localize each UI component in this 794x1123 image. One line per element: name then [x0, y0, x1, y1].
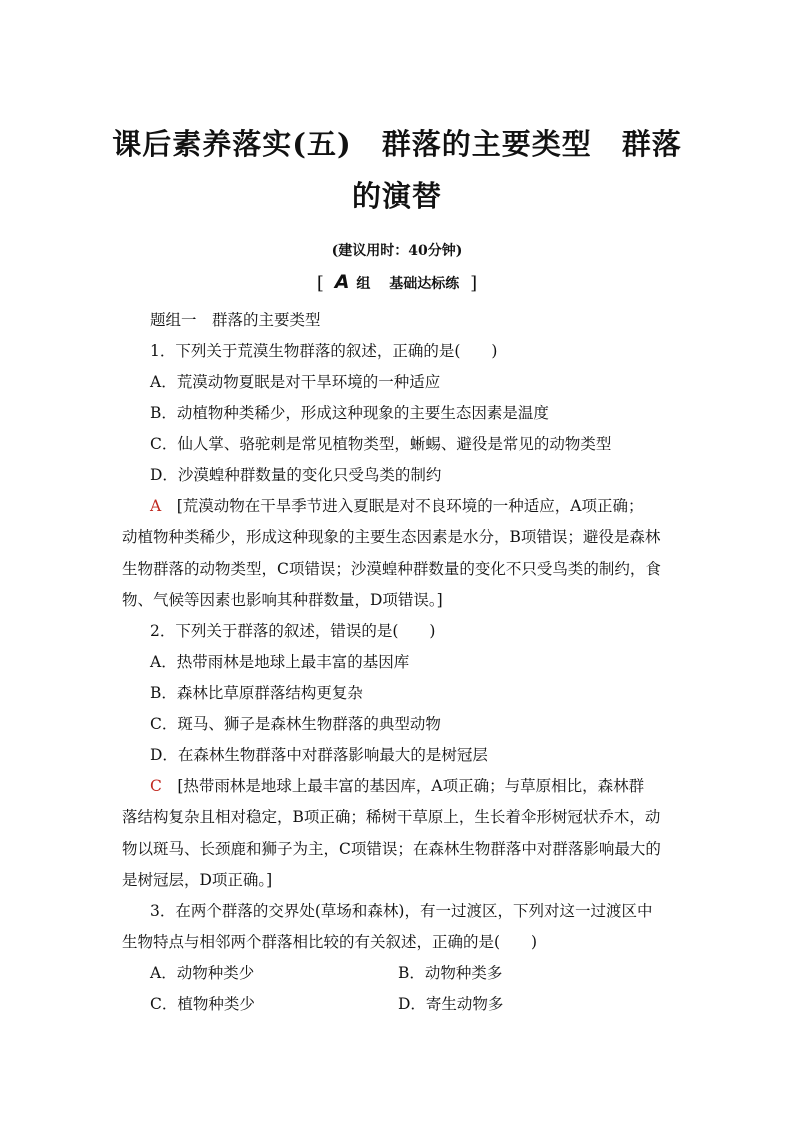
question-1-option-c: C．仙人掌、骆驼刺是常见植物类型，蜥蜴、避役是常见的动物类型: [150, 435, 612, 453]
group-heading: [0, 271, 794, 294]
question-2-explanation-line-4: 是树冠层，D项正确。]: [122, 871, 273, 889]
question-2-option-d: D．在森林生物群落中对群落影响最大的是树冠层: [150, 746, 488, 764]
question-2-explanation-line-1: C [热带雨林是地球上最丰富的基因库，A项正确；与草原相比，森林群: [150, 777, 645, 795]
page-title: 课后素养落实(五) 群落的主要类型 群落: [112, 127, 682, 161]
question-1-explanation-line-2: 动植物种类稀少，形成这种现象的主要生态因素是水分，B项错误；避役是森林: [122, 528, 661, 546]
question-1-explanation-line-1: A [荒漠动物在干旱季节进入夏眠是对不良环境的一种适应，A项正确；: [150, 497, 644, 515]
question-1-option-a: A．荒漠动物夏眠是对干旱环境的一种适应: [150, 373, 441, 391]
question-3-option-c: C．植物种类少: [150, 995, 255, 1013]
page-title-continued: 的演替: [351, 179, 442, 213]
group-bracket-open: [: [316, 273, 324, 294]
question-2-option-b: B．森林比草原群落结构更复杂: [150, 684, 363, 702]
question-3-option-d: D．寄生动物多: [398, 995, 504, 1013]
question-1-explanation-line-4: 物、气候等因素也影响其种群数量，D项错误。]: [122, 591, 443, 609]
section-heading: 题组一 群落的主要类型: [150, 311, 321, 329]
question-2-stem: 2．下列关于群落的叙述，错误的是( ): [150, 622, 436, 640]
group-bracket-close: ]: [470, 273, 478, 294]
question-2-explanation-line-3: 物以斑马、长颈鹿和狮子为主，C项错误；在森林生物群落中对群落影响最大的: [122, 840, 661, 858]
question-3-stem-line-1: 3．在两个群落的交界处(草场和森林)，有一过渡区，下列对这一过渡区中: [150, 902, 653, 920]
question-1-stem: 1．下列关于荒漠生物群落的叙述，正确的是( ): [150, 342, 498, 360]
question-3-option-b: B．动物种类多: [398, 964, 503, 982]
group-title: 基础达标练: [389, 276, 460, 292]
group-label: 组: [356, 276, 371, 292]
question-3-option-a: A．动物种类少: [150, 964, 255, 982]
question-1-explanation-line-3: 生物群落的动物类型，C项错误；沙漠蝗种群数量的变化不只受鸟类的制约，食: [122, 560, 661, 578]
group-letter: A: [334, 271, 350, 293]
question-3-stem-line-2: 生物特点与相邻两个群落相比较的有关叙述，正确的是( ): [122, 933, 538, 951]
suggested-time: (建议用时：40分钟): [331, 243, 463, 259]
question-2-answer: C: [150, 777, 162, 795]
question-1-answer: A: [150, 497, 162, 515]
question-2-option-a: A．热带雨林是地球上最丰富的基因库: [150, 653, 410, 671]
question-1-option-b: B．动植物种类稀少，形成这种现象的主要生态因素是温度: [150, 404, 549, 422]
question-1-option-d: D．沙漠蝗种群数量的变化只受鸟类的制约: [150, 466, 442, 484]
question-2-option-c: C．斑马、狮子是森林生物群落的典型动物: [150, 715, 441, 733]
question-2-explanation-line-2: 落结构复杂且相对稳定，B项正确；稀树干草原上，生长着伞形树冠状乔木，动: [122, 808, 661, 826]
